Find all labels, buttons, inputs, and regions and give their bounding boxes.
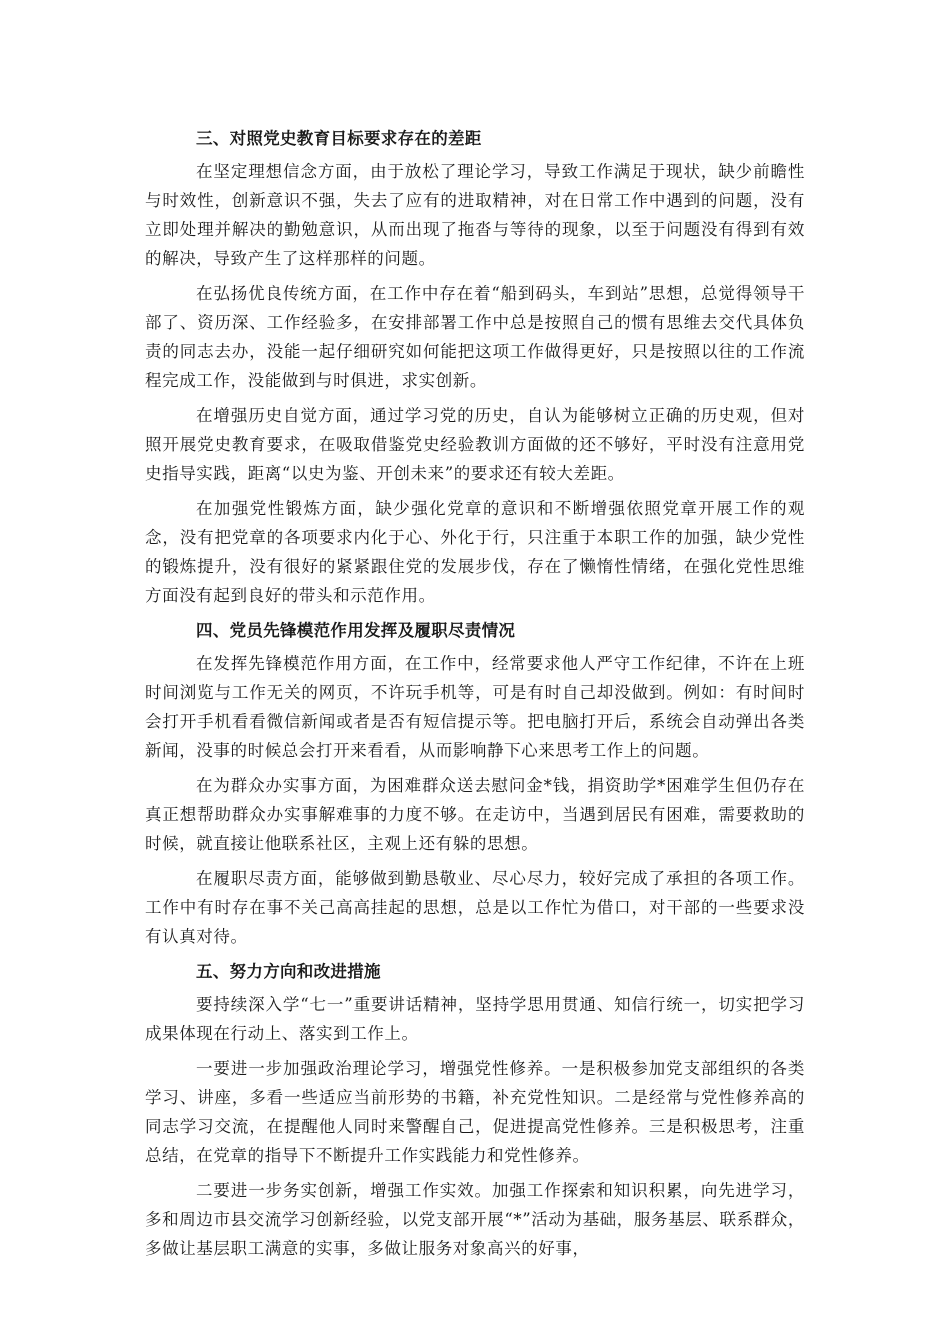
paragraph: 在加强党性锻炼方面，缺少强化党章的意识和不断增强依照党章开展工作的观念，没有把党章的各项要求内化于心、外化于行，只注重于本职工作的加强，缺少党性的锻炼提升，没有很好的紧紧跟住党的发展步伐，存在了懒惰性情绪，在强化党性思维方面没有起到良好的带头和示范作用。: [145, 499, 805, 605]
paragraph: 要持续深入学“七一”重要讲话精神，坚持学思用贯通、知信行统一，切实把学习成果体现在行动上、落实到工作上。: [145, 995, 805, 1043]
paragraph: 二要进一步务实创新，增强工作实效。加强工作探索和知识积累，向先进学习，多和周边市县交流学习创新经验，以党支部开展“*”活动为基础，服务基层、联系群众，多做让基层职工满意的实事，多做让服务对象高兴的好事，: [145, 1181, 805, 1258]
paragraph: 在发挥先锋模范作用方面，在工作中，经常要求他人严守工作纪律，不许在上班时间浏览与工作无关的网页，不许玩手机等，可是有时自己却没做到。例如：有时间时会打开手机看看微信新闻或者是否有短信提示等。把电脑打开后，系统会自动弹出各类新闻，没事的时候总会打开来看看，从而影响静下心来思考工作上的问题。: [145, 654, 805, 760]
document-body: [145, 124, 805, 1269]
paragraph: 在为群众办实事方面，为困难群众送去慰问金*钱，捐资助学*困难学生但仍存在真正想帮助群众办实事解难事的力度不够。在走访中，当遇到居民有困难，需要救助的时候，就直接让他联系社区，主观上还有躲的思想。: [145, 776, 805, 853]
section-heading-4: 四、党员先锋模范作用发挥及履职尽责情况: [196, 621, 516, 640]
section-heading-3: 三、对照党史教育目标要求存在的差距: [196, 129, 482, 148]
paragraph: 在履职尽责方面，能够做到勤恳敬业、尽心尽力，较好完成了承担的各项工作。工作中有时存在事不关己高高挂起的思想，总是以工作忙为借口，对干部的一些要求没有认真对待。: [145, 869, 805, 946]
paragraph: 在坚定理想信念方面，由于放松了理论学习，导致工作满足于现状，缺少前瞻性与时效性，创新意识不强，失去了应有的进取精神，对在日常工作中遇到的问题，没有立即处理并解决的勤勉意识，从而出现了拖沓与等待的现象，以至于问题没有得到有效的解决，导致产生了这样那样的问题。: [145, 162, 805, 268]
paragraph: 在增强历史自觉方面，通过学习党的历史，自认为能够树立正确的历史观，但对照开展党史教育要求，在吸取借鉴党史经验教训方面做的还不够好，平时没有注意用党史指导实践，距离“以史为鉴、开创未来”的要求还有较大差距。: [145, 406, 805, 483]
section-heading-5: 五、努力方向和改进措施: [196, 962, 381, 981]
paragraph: 在弘扬优良传统方面，在工作中存在着“船到码头，车到站”思想，总觉得领导干部了、资历深、工作经验多，在安排部署工作中总是按照自己的惯有思维去交代具体负责的同志去办，没能一起仔细研究如何能把这项工作做得更好，只是按照以往的工作流程完成工作，没能做到与时俱进，求实创新。: [145, 284, 805, 390]
paragraph: 一要进一步加强政治理论学习，增强党性修养。一是积极参加党支部组织的各类学习、讲座，多看一些适应当前形势的书籍，补充党性知识。二是经常与党性修养高的同志学习交流，在提醒他人同时来警醒自己，促进提高党性修养。三是积极思考，注重总结，在党章的指导下不断提升工作实践能力和党性修养。: [145, 1059, 805, 1165]
